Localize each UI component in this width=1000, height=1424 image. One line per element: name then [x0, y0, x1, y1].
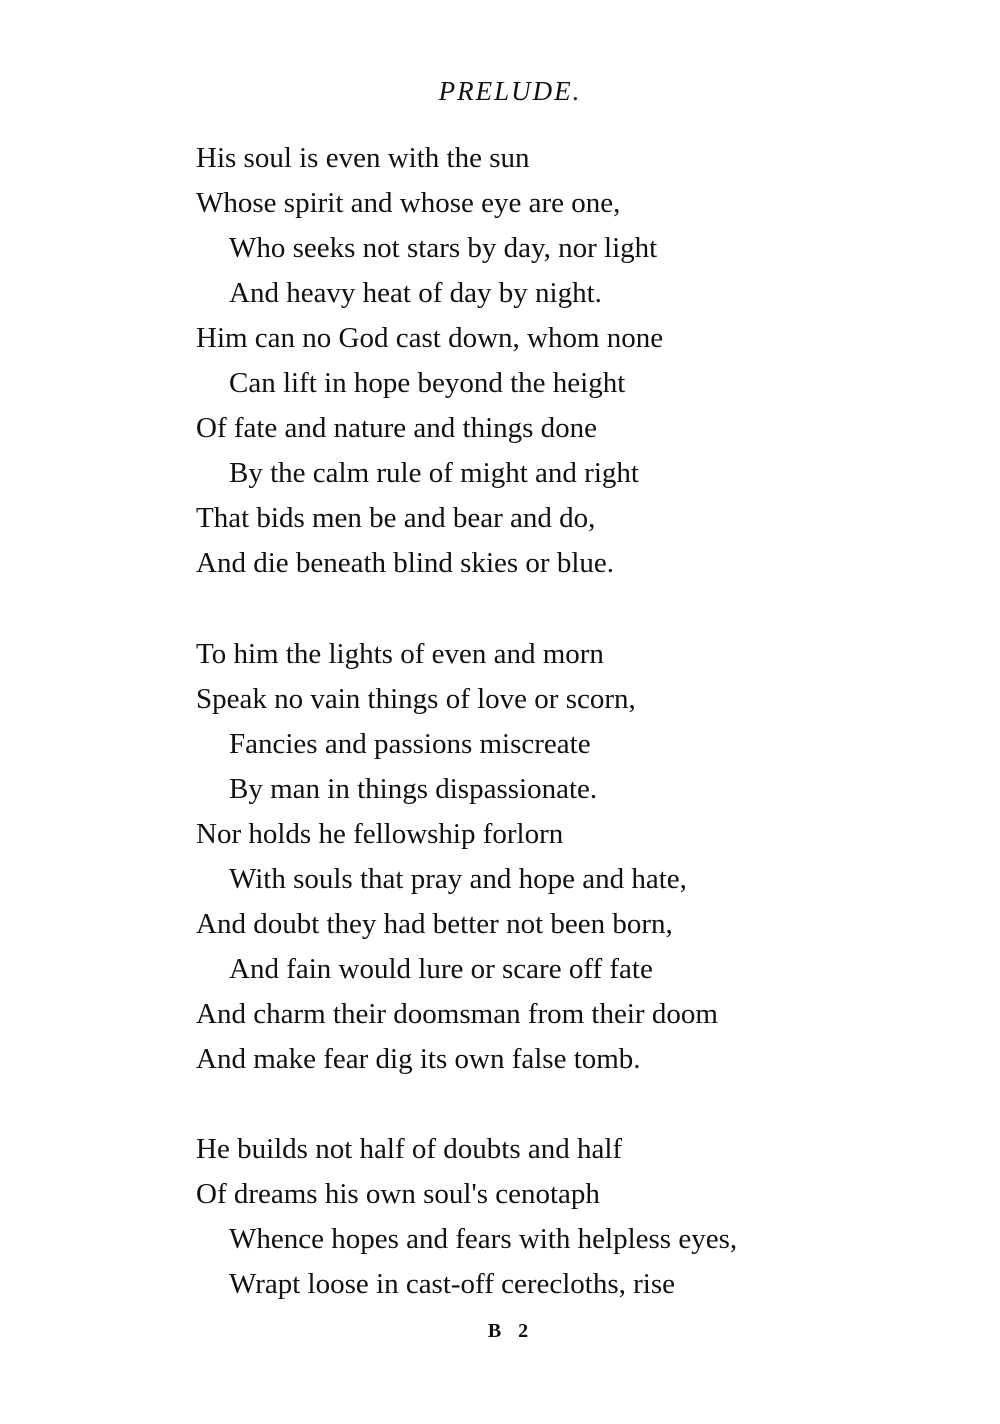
poem-line: Him can no God cast down, whom none	[196, 322, 664, 354]
poem-line: Nor holds he fellowship forlorn	[196, 818, 564, 850]
poem-line: Of dreams his own soul's cenotaph	[196, 1178, 600, 1210]
poem-line: To him the lights of even and morn	[196, 638, 604, 670]
poem-line: And fain would lure or scare off fate	[229, 953, 653, 985]
poem-line: Can lift in hope beyond the height	[229, 367, 626, 399]
poem-line: His soul is even with the sun	[196, 142, 530, 174]
poem-line: Whose spirit and whose eye are one,	[196, 187, 621, 219]
poem-line: Speak no vain things of love or scorn,	[196, 683, 636, 715]
poem-line: Of fate and nature and things done	[196, 412, 598, 444]
poem-line: And die beneath blind skies or blue.	[196, 547, 614, 579]
poem-line: By man in things dispassionate.	[229, 773, 598, 805]
poem-line: By the calm rule of might and right	[229, 457, 639, 489]
signature-mark: B 2	[487, 1320, 535, 1342]
poem-line: With souls that pray and hope and hate,	[229, 863, 687, 895]
poem-line: Fancies and passions miscreate	[229, 728, 591, 760]
poem-line: Wrapt loose in cast-off cerecloths, rise	[229, 1268, 676, 1300]
poem-line: And make fear dig its own false tomb.	[196, 1043, 641, 1075]
poem-line: Who seeks not stars by day, nor light	[229, 232, 658, 264]
poem-line: That bids men be and bear and do,	[196, 502, 596, 534]
poem-line: He builds not half of doubts and half	[196, 1133, 623, 1165]
poem-line: Whence hopes and fears with helpless eyes,	[229, 1223, 738, 1255]
poem-line: And heavy heat of day by night.	[229, 277, 602, 309]
page-title: PRELUDE.	[438, 76, 582, 106]
poem-line: And doubt they had better not been born,	[196, 908, 673, 940]
poem-line: And charm their doomsman from their doom	[196, 998, 718, 1030]
